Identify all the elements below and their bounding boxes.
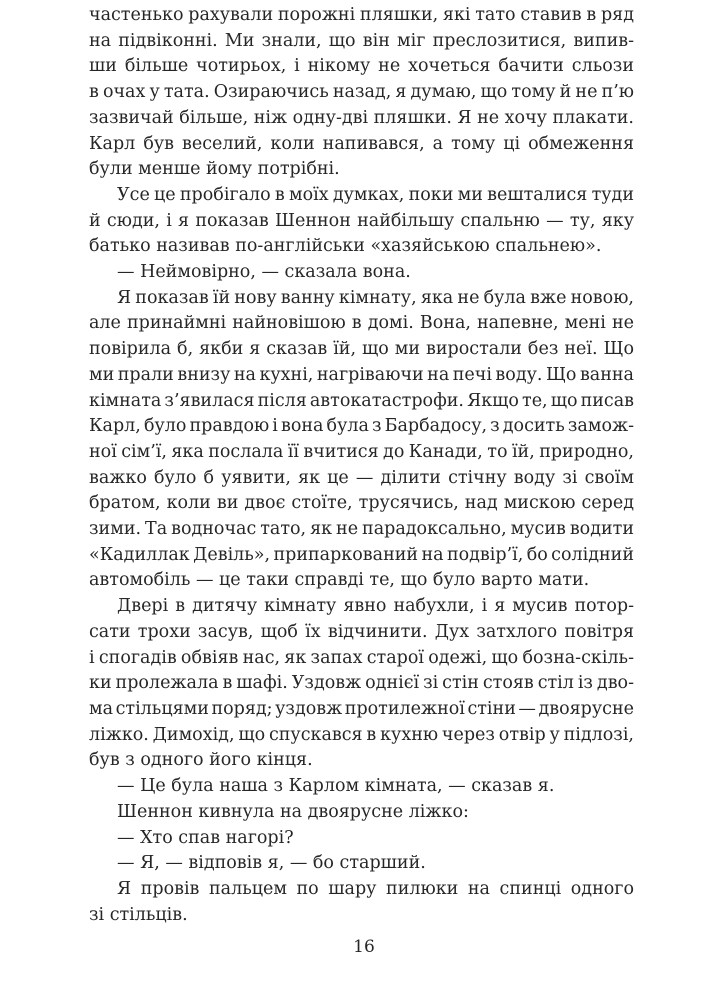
text-line: автомобіль — це таки справді те, що було варто мати.	[89, 570, 590, 591]
text-line: «Кадиллак Девіль», припаркований на подвір’ї, бо солідний	[89, 544, 634, 565]
text-line: кімната з’явилася після автокатастрофи. Якщо те, що писав	[89, 390, 634, 411]
text-line: Я показав їй нову ванну кімнату, яка не була вже новою,	[117, 287, 634, 308]
paragraph	[89, 877, 634, 928]
text-line: на підвіконні. Ми знали, що він міг преслозитися, випив-	[89, 30, 634, 51]
text-line: був з одного його кінця.	[89, 750, 313, 771]
text-line: Усе це пробігало в моїх думках, поки ми вешталися туди	[117, 184, 634, 205]
text-line: ліжко. Димохід, що спускався в кухню через отвір у підлозі,	[89, 724, 634, 745]
text-line: Я провів пальцем по шару пилюки на спинці одного	[117, 878, 634, 899]
page-number: 16	[353, 937, 375, 957]
text-line: повірила б, якби я сказав їй, що ми виростали без неї. Що	[89, 339, 634, 360]
text-line: Карл був веселий, коли напивався, а тому ці обмеження	[89, 133, 634, 154]
text-line: Шеннон кивнула на двоярусне ліжко:	[117, 801, 469, 822]
text-line: ши більше чотирьох, і нікому не хочеться бачити сльози	[89, 56, 634, 77]
paragraph	[89, 826, 634, 852]
text-line: але принаймні найновішою в домі. Вона, напевне, мені не	[89, 313, 634, 334]
text-line: Карл, було правдою і вона була з Барбадосу, з досить замож-	[89, 416, 634, 437]
paragraph	[89, 851, 634, 877]
text-line: в очах у тата. Озираючись назад, я думаю, що тому й не п’ю	[89, 82, 634, 103]
text-line: зазвичай більше, ніж одну-дві пляшки. Я не хочу плакати.	[89, 107, 634, 128]
text-line: й сюди, і я показав Шеннон найбільшу спальню — ту, яку	[89, 210, 634, 231]
text-line: і спогадів обвіяв нас, як запах старої одежі, що бозна-скіль-	[89, 647, 634, 668]
paragraph	[89, 800, 634, 826]
text-line: частенько рахували порожні пляшки, які тато ставив в ряд	[89, 5, 634, 25]
body-text	[89, 3, 634, 928]
text-line: важко було б уявити, як це — ділити стічну воду зі своїм	[89, 467, 634, 488]
text-line: зі стільців.	[89, 904, 188, 925]
text-line: були менше йому потрібні.	[89, 159, 340, 180]
text-line: — Я, — відповів я, — бо старший.	[117, 853, 426, 874]
text-line: Двері в дитячу кімнату явно набухли, і я мусив потор-	[117, 596, 634, 617]
text-line: ки пролежала в шафі. Уздовж однієї зі стін стояв стіл із дво-	[89, 673, 634, 694]
text-line: — Неймовірно, — сказала вона.	[117, 262, 411, 283]
paragraph	[89, 286, 634, 594]
text-line: батько називав по-англійськи «хазяйською спальнею».	[89, 236, 602, 257]
text-line: братом, коли ви двоє стоїте, трусячись, над мискою серед	[89, 493, 634, 514]
text-line: зими. Та водночас тато, як не парадоксально, мусив водити	[89, 519, 634, 540]
text-line: ми прали внизу на кухні, нагріваючи на печі воду. Що ванна	[89, 364, 634, 385]
paragraph	[89, 183, 634, 260]
paragraph	[89, 3, 634, 183]
text-line: сати трохи засув, щоб їх відчинити. Дух затхлого повітря	[89, 621, 634, 642]
text-line: ма стільцями поряд; уздовж протилежної стіни — двоярусне	[89, 698, 634, 719]
text-line: — Хто спав нагорі?	[117, 827, 294, 848]
text-line: — Це була наша з Карлом кімната, — сказав я.	[117, 776, 555, 797]
text-line: ної сім’ї, яка послала її вчитися до Канади, то їй, природно,	[89, 441, 634, 462]
paragraph	[89, 594, 634, 774]
paragraph	[89, 260, 634, 286]
paragraph	[89, 774, 634, 800]
